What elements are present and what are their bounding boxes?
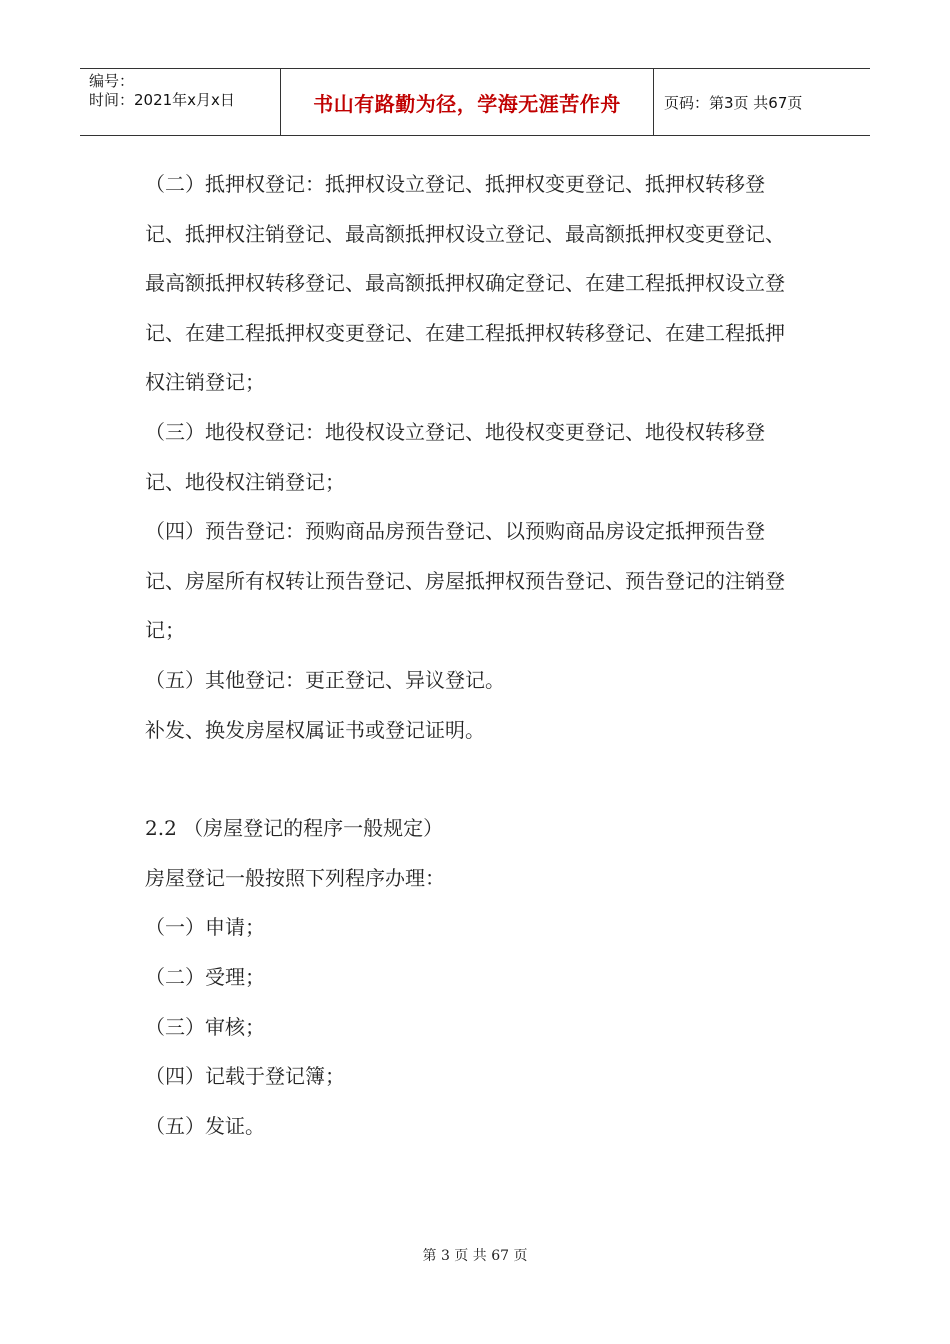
header-page-info: 页码：第3页 共67页 — [664, 93, 803, 112]
header-meta — [80, 69, 281, 135]
paragraph: （五）其他登记：更正登记、异议登记。 — [145, 667, 505, 692]
section-gap — [145, 755, 795, 804]
list-item: （一）申请； — [145, 915, 265, 940]
paragraph: （二）抵押权登记：抵押权设立登记、抵押权变更登记、抵押权转移登记、抵押权注销登记、最高额抵押权设立登记、最高额抵押权变更登记、最高额抵押权转移登记、最高额抵押权确定登记、在建工程抵押权设立登记、在建工程抵押权变更登记、在建工程抵押权转移登记、在建工程抵押权注销登记； — [145, 172, 785, 395]
paragraph: 房屋登记一般按照下列程序办理： — [145, 865, 445, 890]
document-body — [145, 160, 795, 1151]
page-header — [80, 68, 870, 136]
paragraph: （四）预告登记：预购商品房预告登记、以预购商品房设定抵押预告登记、房屋所有权转让预告登记、房屋抵押权预告登记、预告登记的注销登记； — [145, 519, 785, 643]
number-label: 编号： — [89, 72, 135, 90]
list-item: （三）审核； — [145, 1014, 265, 1039]
paragraph: 补发、换发房屋权属证书或登记证明。 — [145, 717, 485, 742]
section-heading: 2.2 （房屋登记的程序一般规定） — [145, 816, 444, 841]
page-footer: 第 3 页 共 67 页 — [422, 1248, 528, 1264]
paragraph: （三）地役权登记：地役权设立登记、地役权变更登记、地役权转移登记、地役权注销登记； — [145, 419, 765, 494]
time-label: 时间：2021年x月x日 — [89, 91, 235, 109]
list-item: （二）受理； — [145, 964, 265, 989]
list-item: （五）发证。 — [145, 1113, 265, 1138]
list-item: （四）记载于登记簿； — [145, 1064, 345, 1089]
header-motto: 书山有路勤为径，学海无涯苦作舟 — [281, 69, 654, 135]
